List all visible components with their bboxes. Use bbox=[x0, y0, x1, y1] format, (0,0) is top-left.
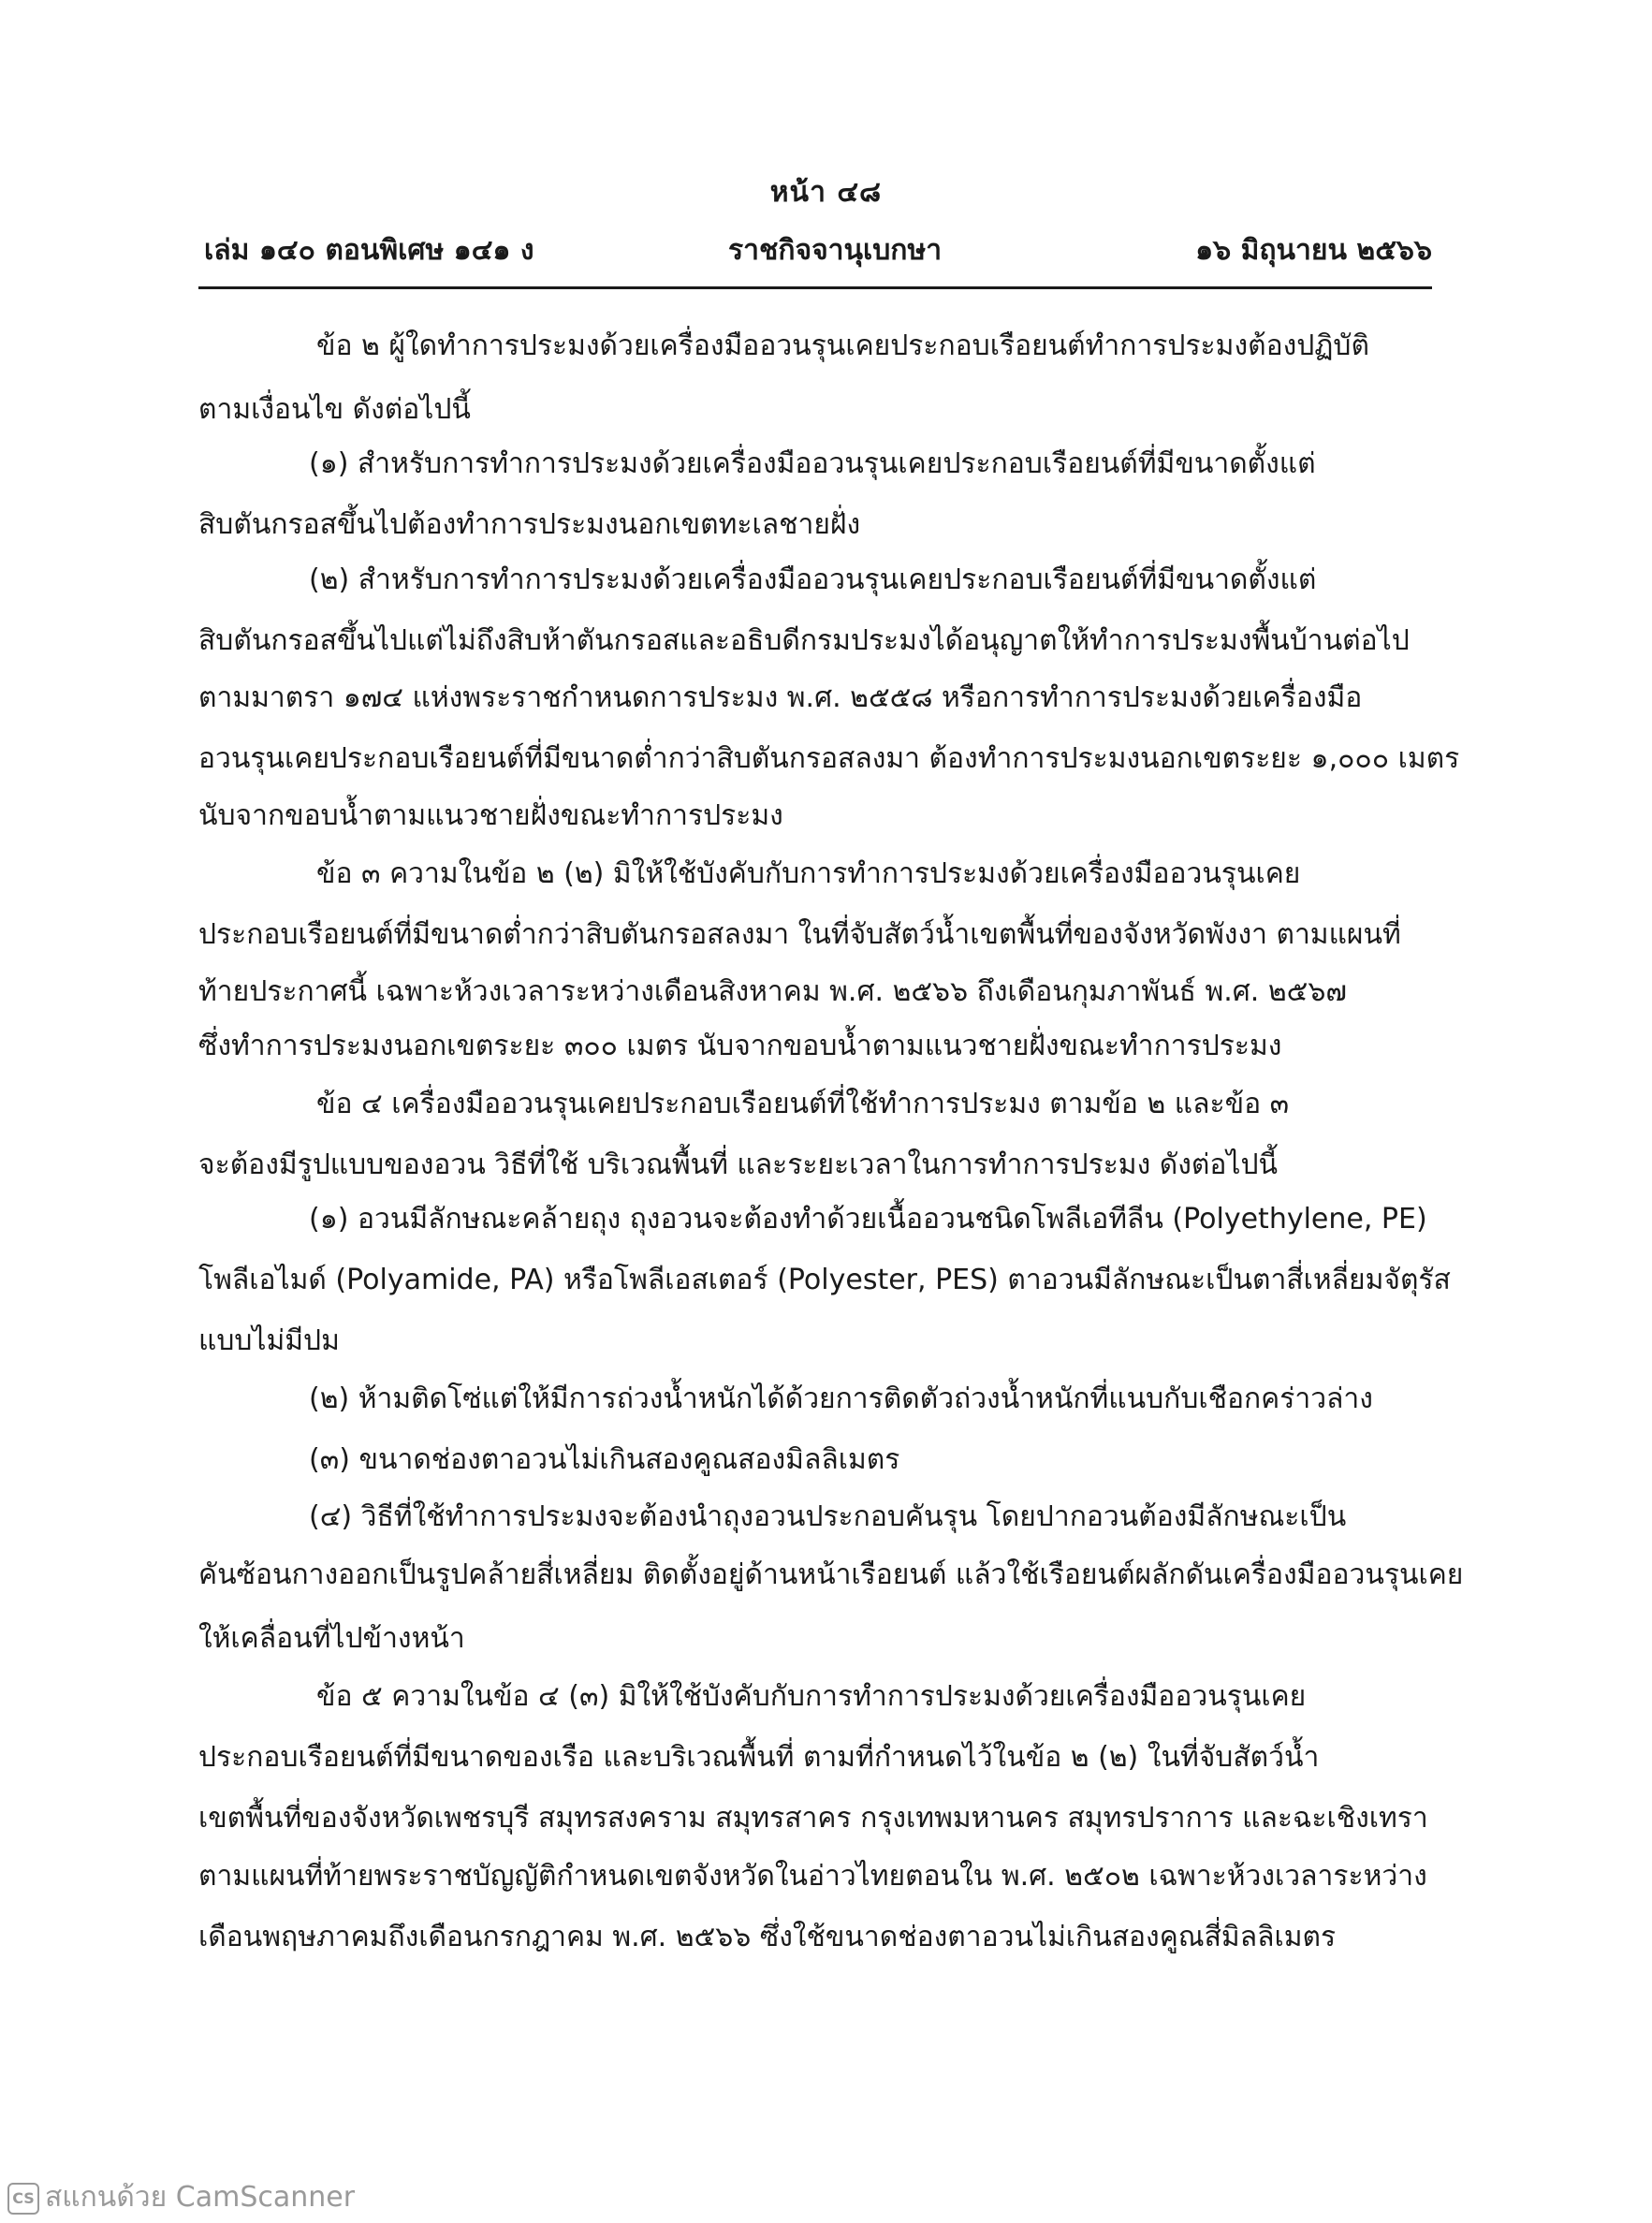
body-line: เขตพื้นที่ของจังหวัดเพชรบุรี สมุทรสงคราม สมุทรสาคร กรุงเทพมหานคร สมุทรปราการ และฉะเชิงเทรา bbox=[198, 1802, 1428, 1835]
body-line: (๒) ห้ามติดโซ่แต่ให้มีการถ่วงน้ำหนักได้ด้วยการติดตัวถ่วงน้ำหนักที่แนบกับเชือกคร่าวล่าง bbox=[309, 1382, 1373, 1415]
body-line: (๑) สำหรับการทำการประมงด้วยเครื่องมืออวนรุนเคยประกอบเรือยนต์ที่มีขนาดตั้งแต่ bbox=[309, 447, 1316, 480]
body-line: (๓) ขนาดช่องตาอวนไม่เกินสองคูณสองมิลลิเมตร bbox=[309, 1443, 900, 1476]
gazette-header bbox=[204, 228, 1432, 270]
body-line: (๔) วิธีที่ใช้ทำการประมงจะต้องนำถุงอวนประกอบคันรุน โดยปากอวนต้องมีลักษณะเป็น bbox=[309, 1500, 1347, 1533]
gazette-title: ราชกิจจานุเบกษา bbox=[728, 234, 943, 267]
body-line: อวนรุนเคยประกอบเรือยนต์ที่มีขนาดต่ำกว่าสิบตันกรอสลงมา ต้องทำการประมงนอกเขตระยะ ๑,๐๐๐ เมตร bbox=[198, 742, 1460, 775]
camscanner-logo-icon: CS bbox=[7, 2183, 39, 2215]
watermark-text: สแกนด้วย CamScanner bbox=[45, 2181, 356, 2214]
body-line: ข้อ ๕ ความในข้อ ๔ (๓) มิให้ใช้บังคับกับการทำการประมงด้วยเครื่องมืออวนรุนเคย bbox=[316, 1680, 1307, 1713]
body-line: ประกอบเรือยนต์ที่มีขนาดของเรือ และบริเวณพื้นที่ ตามที่กำหนดไว้ในข้อ ๒ (๒) ในที่จับสัตว์น้ำ bbox=[198, 1741, 1320, 1774]
body-line: เดือนพฤษภาคมถึงเดือนกรกฎาคม พ.ศ. ๒๕๖๖ ซึ่งใช้ขนาดช่องตาอวนไม่เกินสองคูณสี่มิลลิเมตร bbox=[198, 1921, 1337, 1953]
body-line: สิบตันกรอสขึ้นไปแต่ไม่ถึงสิบห้าตันกรอสและอธิบดีกรมประมงได้อนุญาตให้ทำการประมงพื้นบ้านต่อไป bbox=[198, 624, 1410, 657]
scanner-watermark bbox=[7, 2175, 355, 2219]
header-rule bbox=[198, 286, 1432, 289]
body-line: คันซ้อนกางออกเป็นรูปคล้ายสี่เหลี่ยม ติดตั้งอยู่ด้านหน้าเรือยนต์ แล้วใช้เรือยนต์ผลักดันเครื่องมืออวนรุนเคย bbox=[198, 1558, 1464, 1591]
body-line: (๑) อวนมีลักษณะคล้ายถุง ถุงอวนจะต้องทำด้วยเนื้ออวนชนิดโพลีเอทีลีน (Polyethylene, PE) bbox=[309, 1203, 1427, 1236]
page-number: หน้า ๔๘ bbox=[769, 176, 883, 209]
body-line: ซึ่งทำการประมงนอกเขตระยะ ๓๐๐ เมตร นับจากขอบน้ำตามแนวชายฝั่งขณะทำการประมง bbox=[198, 1030, 1282, 1062]
body-line: ท้ายประกาศนี้ เฉพาะห้วงเวลาระหว่างเดือนสิงหาคม พ.ศ. ๒๕๖๖ ถึงเดือนกุมภาพันธ์ พ.ศ. ๒๕๖๗ bbox=[198, 975, 1347, 1008]
body-line: ตามเงื่อนไข ดังต่อไปนี้ bbox=[198, 393, 471, 426]
volume-issue: เล่ม ๑๔๐ ตอนพิเศษ ๑๔๑ ง bbox=[204, 234, 534, 267]
publication-date: ๑๖ มิถุนายน ๒๕๖๖ bbox=[1195, 234, 1432, 267]
body-line: นับจากขอบน้ำตามแนวชายฝั่งขณะทำการประมง bbox=[198, 799, 783, 832]
body-line: ตามมาตรา ๑๗๔ แห่งพระราชกำหนดการประมง พ.ศ. ๒๕๕๘ หรือการทำการประมงด้วยเครื่องมือ bbox=[198, 681, 1363, 714]
body-line: ตามแผนที่ท้ายพระราชบัญญัติกำหนดเขตจังหวัดในอ่าวไทยตอนใน พ.ศ. ๒๕๐๒ เฉพาะห้วงเวลาระหว่าง bbox=[198, 1860, 1427, 1893]
body-line: สิบตันกรอสขึ้นไปต้องทำการประมงนอกเขตทะเลชายฝั่ง bbox=[198, 508, 861, 541]
body-line: (๒) สำหรับการทำการประมงด้วยเครื่องมืออวนรุนเคยประกอบเรือยนต์ที่มีขนาดตั้งแต่ bbox=[309, 563, 1317, 596]
body-line: โพลีเอไมด์ (Polyamide, PA) หรือโพลีเอสเตอร์ (Polyester, PES) ตาอวนมีลักษณะเป็นตาสี่เหลี่ยมจัตุรัส bbox=[198, 1264, 1451, 1296]
body-line: ประกอบเรือยนต์ที่มีขนาดต่ำกว่าสิบตันกรอสลงมา ในที่จับสัตว์น้ำเขตพื้นที่ของจังหวัดพังงา ตามแผนที่ bbox=[198, 918, 1401, 951]
body-line: ข้อ ๒ ผู้ใดทำการประมงด้วยเครื่องมืออวนรุนเคยประกอบเรือยนต์ทำการประมงต้องปฏิบัติ bbox=[316, 329, 1369, 362]
body-line: ข้อ ๓ ความในข้อ ๒ (๒) มิให้ใช้บังคับกับการทำการประมงด้วยเครื่องมืออวนรุนเคย bbox=[316, 857, 1301, 890]
body-line: แบบไม่มีปม bbox=[198, 1324, 340, 1357]
body-line: ให้เคลื่อนที่ไปข้างหน้า bbox=[198, 1622, 465, 1655]
body-line: จะต้องมีรูปแบบของอวน วิธีที่ใช้ บริเวณพื้นที่ และระยะเวลาในการทำการประมง ดังต่อไปนี้ bbox=[198, 1148, 1279, 1181]
body-line: ข้อ ๔ เครื่องมืออวนรุนเคยประกอบเรือยนต์ที่ใช้ทำการประมง ตามข้อ ๒ และข้อ ๓ bbox=[316, 1088, 1290, 1120]
